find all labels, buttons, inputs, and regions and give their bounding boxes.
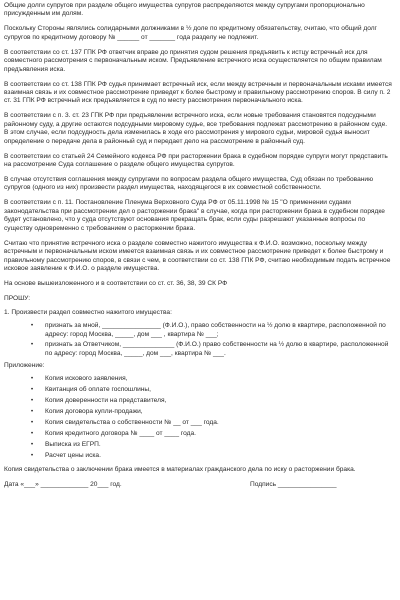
claim-item <box>4 322 393 339</box>
request-item-1: 1. Произвести раздел совместно нажитого имущества: <box>4 309 172 317</box>
attachment-item <box>4 430 393 438</box>
attachment-text: Копия кредитного договора № ____ от ____ года. <box>45 429 196 437</box>
claim-text: признать за Ответчиком, ______________ (Ф.И.О.) право собственности на ½ долю в квартире, расположенной по адресу: город Москва, _____, дом ___, квартира № ___. <box>45 341 389 357</box>
attachment-text: Выписка из ЕГРП. <box>45 440 101 448</box>
claims-list <box>4 322 393 358</box>
attachments-list <box>4 375 393 460</box>
attachment-item <box>4 375 393 383</box>
signature-footer <box>4 481 393 490</box>
basis-line: На основе вышеизложенного и в соответствии со ст. ст. 36, 38, 39 СК РФ <box>4 279 228 287</box>
attachment-item <box>4 408 393 416</box>
bullet-icon: • <box>30 322 34 330</box>
attachment-text: Квитанция об оплате госпошлины, <box>45 385 151 393</box>
attachment-text: Расчет цены иска. <box>45 451 101 459</box>
attachment-item <box>4 441 393 449</box>
attachment-text: Копия договора купли-продажи, <box>45 407 143 415</box>
top-paragraphs <box>4 2 393 273</box>
bullet-icon: • <box>30 396 34 404</box>
paragraph-art-138: В соответствии со ст. 138 ГПК РФ судья принимает встречный иск, если между встречным и первоначальным исками имеется взаимная связь и их совместное рассмотрение приведет к более быстрому и правильному рассмотрению споров. В силу п. 2 ст. 31 ГПК РФ встречный иск предъявляется в суд по месту рассмотрения первоначального иска. <box>4 80 392 105</box>
paragraph-art-23: В соответствии с п. 3. ст. 23 ГПК РФ при предъявлении встречного иска, если новые требования становятся подсудными районному суду, а другие остаются подсудными мировому судье, все требования подлежат рассмотрению в районном суде. В этом случае, если подсудность дела изменилась в ходе его рассмотрения у мирового судьи, мировой судья выносит определение о передаче дела в районный суд и передает дело на рассмотрение в районный суд. <box>4 112 388 145</box>
paragraph-plenum-resolution: В соответствии с п. 11. Постановление Пленума Верховного Суда РФ от 05.11.1998 № 15 "О применении судами законодательства при рассмотрении дел о расторжении брака" в случае, когда при расторжении брака в судебном порядке будет установлено, что у суда отсутствуют основания прекращать брак, если суды разрешают указанные вопросы по существу одновременно с требованием о расторжении брака. <box>4 199 385 232</box>
date-line: Дата «___» _____________ 20___ год. <box>4 481 122 489</box>
bullet-icon: • <box>30 418 34 426</box>
attachment-item <box>4 452 393 460</box>
signature-line: Подпись ________________ <box>250 481 337 489</box>
request-heading: ПРОШУ: <box>4 294 31 302</box>
paragraph-art-137: В соответствии со ст. 137 ГПК РФ ответчик вправе до принятия судом решения предъявить к истцу встречный иск для совместного рассмотрения с первоначальным иском. Предъявление встречного иска осуществляется по общим правилам предъявления иска. <box>4 48 382 73</box>
paragraph-solidary-debtors: Поскольку Стороны являлись солидарными должниками в ½ доле по кредитному обязательству, считаю, что общий долг супругов по кредитному договору № ______ от _______ года разделу не подлежит. <box>4 25 377 41</box>
attachment-text: Копия доверенности на представителя, <box>45 396 167 404</box>
attachments-heading: Приложение: <box>4 361 45 369</box>
attachment-text: Копия свидетельства о собственности № __ от ___ года. <box>45 418 219 426</box>
attachment-text: Копия искового заявления, <box>45 374 128 382</box>
attachment-item <box>4 386 393 394</box>
attachment-item <box>4 397 393 405</box>
paragraph-art-24-sk: В соответствии со статьей 24 Семейного кодекса РФ при расторжении брака в судебном порядке супруги могут представить на рассмотрение Суда соглашение о разделе общего имущества супругов. <box>4 152 388 169</box>
closing-note: Копия свидетельства о заключении брака имеется в материалах гражданского дела по иску о расторжении брака. <box>4 466 356 474</box>
paragraph-debt-division: Общие долги супругов при разделе общего имущества супругов распределяются между супругами пропорционально присужденным им долям. <box>4 2 365 18</box>
paragraph-no-agreement: В случае отсутствия соглашения между супругами по вопросам раздела общего имущества, Суд обязан по требованию супругов (одного из них) произвести раздел имущества, находящегося в их совместной собственности. <box>4 176 374 192</box>
bullet-icon: • <box>30 374 34 382</box>
attachment-item <box>4 419 393 427</box>
bullet-icon: • <box>30 451 34 459</box>
paragraph-counterclaim-reasoning: Считаю что принятие встречного иска о разделе совместно нажитого имущества к Ф.И.О. возможно, поскольку между встречным и первоначальным иском имеется взаимная связь и их совместное рассмотрение приведет к более быстрому и правильному рассмотрению споров, в связи с чем, в соответствии со ст. 138 ГПК РФ, считаю необходимым подать встречное исковое заявление к Ф.И.О. о разделе имущества. <box>4 239 391 272</box>
bullet-icon: • <box>30 407 34 415</box>
bullet-icon: • <box>30 385 34 393</box>
claim-text: признать за мной, ________________ (Ф.И.О.), право собственности на ½ долю в квартире, расположенной по адресу: город Москва, _____, дом ___ , квартира № ___; <box>45 322 386 338</box>
bullet-icon: • <box>30 341 34 349</box>
bullet-icon: • <box>30 429 34 437</box>
bullet-icon: • <box>30 440 34 448</box>
claim-item <box>4 341 393 358</box>
